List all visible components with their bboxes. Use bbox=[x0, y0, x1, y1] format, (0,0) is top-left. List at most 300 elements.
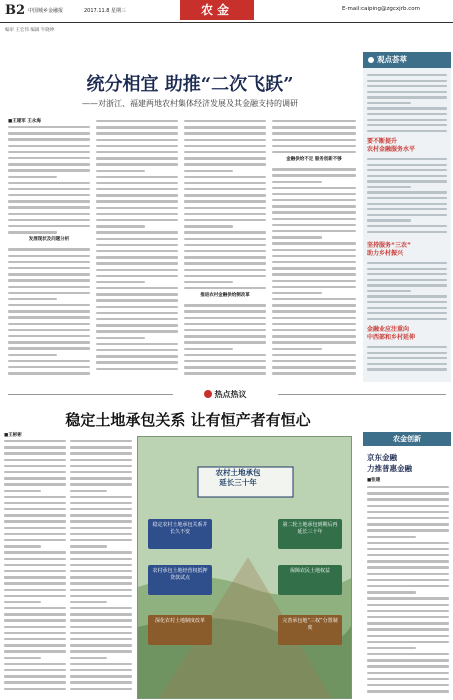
text-line bbox=[4, 490, 41, 492]
text-line bbox=[96, 151, 178, 153]
text-line bbox=[96, 318, 178, 320]
text-line bbox=[367, 635, 449, 637]
text-line bbox=[70, 681, 132, 683]
text-line bbox=[70, 595, 132, 597]
text-line bbox=[367, 158, 447, 160]
text-line bbox=[96, 244, 178, 246]
lead-column-4 bbox=[272, 120, 356, 378]
page-header bbox=[0, 0, 453, 22]
text-line bbox=[96, 163, 178, 165]
text-line bbox=[184, 200, 266, 202]
text-line bbox=[8, 261, 90, 263]
text-line bbox=[70, 607, 132, 609]
text-line bbox=[96, 299, 178, 301]
second-byline: ■王彬彬 bbox=[4, 433, 22, 438]
text-line bbox=[96, 281, 145, 283]
bullet-icon bbox=[368, 57, 374, 63]
text-line bbox=[96, 312, 178, 314]
text-line bbox=[272, 120, 356, 122]
text-line bbox=[184, 287, 266, 289]
text-line bbox=[8, 329, 90, 331]
text-line bbox=[70, 551, 132, 553]
policy-box-3: 农村承包土地经营权抵押贷款试点 bbox=[148, 565, 212, 595]
text-line bbox=[367, 262, 447, 264]
text-line bbox=[4, 650, 66, 652]
text-line bbox=[367, 523, 449, 525]
innovation-column bbox=[367, 486, 449, 698]
header-divider bbox=[0, 22, 453, 23]
text-line bbox=[367, 214, 447, 216]
text-line bbox=[272, 261, 356, 263]
innovation-byline: ■张建 bbox=[367, 478, 381, 483]
text-line bbox=[184, 341, 266, 343]
text-line bbox=[184, 207, 266, 209]
sidebar-header bbox=[363, 52, 451, 68]
text-line bbox=[96, 269, 178, 271]
text-line bbox=[8, 310, 90, 312]
text-line bbox=[272, 199, 356, 201]
sidebar-text-3 bbox=[367, 262, 447, 323]
policy-box-5: 深化农村土地制度改革 bbox=[148, 615, 212, 645]
text-line bbox=[4, 582, 66, 584]
text-line bbox=[272, 366, 356, 368]
text-line bbox=[367, 511, 449, 513]
text-line bbox=[367, 119, 447, 121]
text-line bbox=[8, 279, 90, 281]
text-line bbox=[184, 225, 233, 227]
divider-line-right bbox=[278, 394, 446, 395]
text-line bbox=[367, 548, 449, 550]
text-line bbox=[70, 675, 132, 677]
text-line bbox=[4, 533, 66, 535]
text-line bbox=[367, 180, 447, 182]
text-line bbox=[8, 335, 90, 337]
text-line bbox=[70, 570, 132, 572]
text-line bbox=[8, 341, 90, 343]
text-line bbox=[96, 250, 178, 252]
text-line bbox=[184, 329, 266, 331]
text-line bbox=[4, 446, 66, 448]
contact-email[interactable]: E-mail:caiping@zgcxjrb.com bbox=[342, 6, 420, 12]
text-line bbox=[4, 477, 66, 479]
text-line bbox=[70, 650, 132, 652]
text-line bbox=[367, 284, 447, 286]
text-line bbox=[272, 151, 356, 153]
text-line bbox=[272, 360, 356, 362]
text-line bbox=[184, 238, 266, 240]
text-line bbox=[184, 360, 266, 362]
text-line bbox=[367, 554, 449, 556]
text-line bbox=[367, 164, 447, 166]
text-line bbox=[96, 145, 178, 147]
text-line bbox=[367, 517, 449, 519]
sidebar-text-1 bbox=[367, 74, 447, 135]
text-line bbox=[184, 120, 266, 122]
text-line bbox=[367, 208, 447, 210]
divider-line-left bbox=[8, 394, 173, 395]
text-line bbox=[70, 558, 132, 560]
text-line bbox=[272, 181, 322, 183]
text-line bbox=[4, 657, 41, 659]
text-line bbox=[367, 641, 449, 643]
text-line bbox=[4, 514, 66, 516]
text-line bbox=[367, 107, 447, 109]
text-line bbox=[70, 446, 132, 448]
text-line bbox=[96, 256, 178, 258]
text-line bbox=[367, 186, 411, 188]
text-line bbox=[367, 665, 449, 667]
land-contract-illustration bbox=[137, 436, 352, 699]
text-line bbox=[367, 560, 449, 562]
text-line bbox=[184, 256, 266, 258]
text-line bbox=[8, 255, 90, 257]
lead-subheadline: ——对浙江、福建两地农村集体经济发展及其金融支持的调研 bbox=[82, 99, 298, 108]
text-line bbox=[367, 312, 447, 314]
text-line bbox=[96, 225, 145, 227]
text-line bbox=[272, 372, 356, 374]
text-line bbox=[70, 490, 107, 492]
text-line bbox=[8, 138, 90, 140]
innovation-header: 农金创新 bbox=[363, 432, 451, 446]
text-line bbox=[8, 126, 90, 128]
text-line bbox=[4, 520, 66, 522]
text-line bbox=[272, 132, 356, 134]
text-line bbox=[272, 298, 356, 300]
text-line bbox=[70, 545, 107, 547]
text-line bbox=[367, 346, 447, 348]
text-line bbox=[367, 573, 449, 575]
text-line bbox=[8, 316, 90, 318]
text-line bbox=[96, 213, 178, 215]
text-line bbox=[4, 613, 66, 615]
text-line bbox=[367, 591, 416, 593]
second-column-2 bbox=[70, 440, 132, 698]
text-line bbox=[184, 188, 266, 190]
text-line bbox=[184, 310, 266, 312]
text-line bbox=[272, 341, 356, 343]
text-line bbox=[367, 124, 447, 126]
text-line bbox=[4, 551, 66, 553]
text-line bbox=[4, 465, 66, 467]
text-line bbox=[184, 194, 266, 196]
text-line bbox=[367, 647, 416, 649]
text-line bbox=[272, 310, 356, 312]
text-line bbox=[8, 163, 90, 165]
sidebar-header-label: 观点荟萃 bbox=[377, 55, 407, 64]
text-line bbox=[70, 539, 132, 541]
text-line bbox=[367, 678, 449, 680]
text-line bbox=[8, 213, 90, 215]
text-line bbox=[367, 616, 449, 618]
text-line bbox=[4, 626, 66, 628]
text-line bbox=[367, 536, 416, 538]
section-heading: 推进农村金融供给侧改革 bbox=[200, 293, 250, 299]
sidebar-item-title-3: 金融业应注重向 中西部和乡村延伸 bbox=[367, 326, 416, 341]
text-line bbox=[8, 273, 90, 275]
text-line bbox=[4, 508, 66, 510]
text-line bbox=[4, 440, 66, 442]
text-line bbox=[8, 169, 90, 171]
sidebar-text-4 bbox=[367, 346, 447, 374]
text-line bbox=[70, 527, 132, 529]
text-line bbox=[272, 267, 356, 269]
text-line bbox=[96, 337, 145, 339]
text-line bbox=[367, 357, 447, 359]
text-line bbox=[367, 85, 447, 87]
lead-headline: 统分相宜 助推“二次飞跃” bbox=[86, 74, 294, 95]
text-line bbox=[96, 207, 178, 209]
text-line bbox=[184, 213, 266, 215]
text-line bbox=[8, 219, 90, 221]
text-line bbox=[70, 452, 132, 454]
innovation-title-line2: 力推普惠金融 bbox=[367, 464, 412, 473]
text-line bbox=[184, 157, 266, 159]
text-line bbox=[272, 187, 356, 189]
text-line bbox=[4, 527, 66, 529]
text-line bbox=[8, 366, 90, 368]
text-line bbox=[367, 169, 447, 171]
text-line bbox=[272, 224, 356, 226]
text-line bbox=[272, 286, 356, 288]
text-line bbox=[367, 604, 449, 606]
text-line bbox=[8, 200, 90, 202]
text-line bbox=[96, 176, 178, 178]
text-line bbox=[184, 323, 266, 325]
text-line bbox=[367, 91, 447, 93]
hot-topic-label bbox=[180, 389, 270, 400]
lead-byline: ■王建军 王永海 bbox=[8, 119, 41, 124]
text-line bbox=[8, 157, 90, 159]
text-line bbox=[4, 675, 66, 677]
text-line bbox=[367, 684, 449, 686]
text-line bbox=[367, 113, 447, 115]
text-line bbox=[184, 132, 266, 134]
text-line bbox=[8, 372, 90, 374]
text-line bbox=[8, 360, 90, 362]
issue-date: 2017.11.8 星期三 bbox=[84, 8, 127, 14]
text-line bbox=[8, 304, 90, 306]
text-line bbox=[70, 619, 132, 621]
policy-box-4: 保障农民土地权益 bbox=[278, 565, 342, 595]
text-line bbox=[367, 505, 449, 507]
text-line bbox=[4, 564, 66, 566]
text-line bbox=[70, 644, 132, 646]
text-line bbox=[367, 102, 411, 104]
text-line bbox=[184, 269, 266, 271]
text-line bbox=[96, 182, 178, 184]
text-line bbox=[4, 452, 66, 454]
text-line bbox=[96, 231, 178, 233]
sidebar-text-2 bbox=[367, 158, 447, 236]
text-line bbox=[4, 688, 66, 690]
text-line bbox=[367, 295, 447, 297]
text-line bbox=[8, 182, 90, 184]
text-line bbox=[272, 193, 356, 195]
text-line bbox=[70, 564, 132, 566]
text-line bbox=[367, 363, 447, 365]
text-line bbox=[184, 182, 266, 184]
second-headline: 稳定土地承包关系 让有恒产者有恒心 bbox=[65, 411, 311, 429]
text-line bbox=[4, 496, 66, 498]
text-line bbox=[8, 298, 57, 300]
text-line bbox=[4, 595, 66, 597]
text-line bbox=[4, 471, 66, 473]
text-line bbox=[272, 168, 356, 170]
text-line bbox=[367, 318, 447, 320]
text-line bbox=[8, 248, 90, 250]
text-line bbox=[272, 174, 356, 176]
text-line bbox=[184, 372, 266, 374]
text-line bbox=[8, 286, 90, 288]
text-line bbox=[272, 126, 356, 128]
text-line bbox=[96, 306, 178, 308]
text-line bbox=[184, 126, 266, 128]
text-line bbox=[4, 459, 66, 461]
text-line bbox=[367, 80, 447, 82]
text-line bbox=[184, 366, 266, 368]
text-line bbox=[367, 279, 447, 281]
text-line bbox=[184, 317, 266, 319]
policy-box-6: 完善承包地“三权”分置制度 bbox=[278, 615, 342, 645]
text-line bbox=[8, 176, 57, 178]
text-line bbox=[272, 273, 356, 275]
text-line bbox=[367, 191, 447, 193]
page-number: B2 bbox=[5, 3, 26, 18]
text-line bbox=[8, 151, 90, 153]
text-line bbox=[70, 496, 132, 498]
lead-column-2 bbox=[96, 120, 178, 378]
text-line bbox=[272, 145, 356, 147]
text-line bbox=[367, 492, 449, 494]
text-line bbox=[367, 579, 449, 581]
text-line bbox=[4, 570, 66, 572]
text-line bbox=[70, 471, 132, 473]
text-line bbox=[367, 529, 449, 531]
text-line bbox=[272, 304, 356, 306]
section-heading: 发展现状及问题分析 bbox=[28, 237, 70, 243]
text-line bbox=[367, 130, 447, 132]
text-line bbox=[367, 301, 447, 303]
text-line bbox=[4, 483, 66, 485]
lead-column-1 bbox=[8, 126, 90, 378]
text-line bbox=[4, 619, 66, 621]
text-line bbox=[4, 669, 66, 671]
text-line bbox=[272, 218, 356, 220]
text-line bbox=[367, 197, 447, 199]
text-line bbox=[184, 163, 266, 165]
illustration-heading: 农村土地承包 延长三十年 bbox=[215, 468, 261, 487]
text-line bbox=[70, 576, 132, 578]
lead-column-3 bbox=[184, 120, 266, 378]
text-line bbox=[96, 126, 178, 128]
text-line bbox=[4, 632, 66, 634]
hot-topic-text: 热点热议 bbox=[214, 389, 247, 399]
text-line bbox=[96, 157, 178, 159]
text-line bbox=[4, 539, 66, 541]
text-line bbox=[96, 330, 178, 332]
text-line bbox=[367, 542, 449, 544]
text-line bbox=[184, 348, 233, 350]
text-line bbox=[272, 139, 356, 141]
text-line bbox=[96, 324, 178, 326]
text-line bbox=[272, 211, 356, 213]
text-line bbox=[70, 514, 132, 516]
text-line bbox=[8, 194, 90, 196]
text-line bbox=[272, 354, 356, 356]
text-line bbox=[70, 508, 132, 510]
text-line bbox=[8, 347, 90, 349]
text-line bbox=[367, 268, 447, 270]
sidebar-item-title-2: 坚持服务“三农” 助力乡村振兴 bbox=[367, 242, 411, 257]
sidebar-item-title-1: 要不断提升 农村金融服务水平 bbox=[367, 138, 416, 153]
text-line bbox=[184, 250, 266, 252]
editor-credits: 编审 王宏伟 编辑 牛晓坤 bbox=[5, 28, 55, 33]
text-line bbox=[272, 230, 356, 232]
text-line bbox=[272, 292, 322, 294]
text-line bbox=[367, 659, 449, 661]
policy-box-1: 稳定农村土地承包关系并长久不变 bbox=[148, 519, 212, 549]
text-line bbox=[8, 323, 90, 325]
text-line bbox=[272, 335, 356, 337]
text-line bbox=[8, 231, 57, 233]
text-line bbox=[272, 329, 356, 331]
text-line bbox=[70, 477, 132, 479]
text-line bbox=[96, 287, 178, 289]
text-line bbox=[367, 273, 447, 275]
text-line bbox=[272, 323, 356, 325]
text-line bbox=[70, 638, 132, 640]
text-line bbox=[272, 255, 356, 257]
text-line bbox=[367, 628, 449, 630]
text-line bbox=[184, 139, 266, 141]
text-line bbox=[96, 139, 178, 141]
text-line bbox=[272, 280, 356, 282]
newspaper-name: 中国城乡金融报 bbox=[28, 8, 64, 14]
text-line bbox=[184, 304, 266, 306]
text-line bbox=[8, 206, 90, 208]
fire-icon bbox=[204, 390, 212, 398]
text-line bbox=[184, 151, 266, 153]
text-line bbox=[96, 194, 178, 196]
text-line bbox=[70, 688, 132, 690]
text-line bbox=[272, 242, 356, 244]
text-line bbox=[96, 368, 178, 370]
text-line bbox=[367, 231, 447, 233]
text-line bbox=[184, 335, 266, 337]
text-line bbox=[184, 170, 233, 172]
text-line bbox=[367, 622, 449, 624]
text-line bbox=[367, 175, 447, 177]
text-line bbox=[4, 681, 66, 683]
text-line bbox=[70, 483, 132, 485]
text-line bbox=[367, 585, 449, 587]
text-line bbox=[8, 188, 90, 190]
text-line bbox=[367, 307, 447, 309]
text-line bbox=[272, 317, 356, 319]
text-line bbox=[4, 589, 66, 591]
text-line bbox=[70, 502, 132, 504]
text-line bbox=[70, 459, 132, 461]
text-line bbox=[4, 607, 66, 609]
text-line bbox=[184, 354, 266, 356]
text-line bbox=[96, 219, 178, 221]
text-line bbox=[4, 545, 41, 547]
text-line bbox=[4, 601, 41, 603]
text-line bbox=[70, 613, 132, 615]
text-line bbox=[96, 293, 178, 295]
text-line bbox=[8, 267, 90, 269]
text-line bbox=[70, 533, 132, 535]
